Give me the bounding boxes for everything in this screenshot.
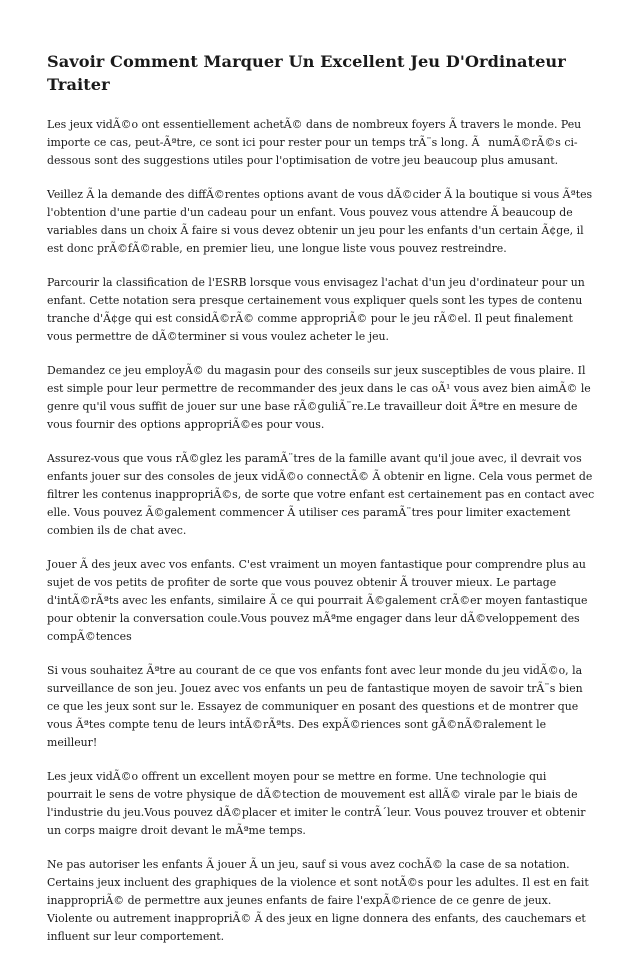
- paragraph: Jouer Ã des jeux avec vos enfants. C'est vraiment un moyen fantastique pour comprendre plus au sujet de vos petits de profiter de sorte que vous pouvez obtenir Ã trouver mieux. Le partage d'intÃ©rÃªts avec les enfants, similaire Ã ce qui pourrait Ã©galement crÃ©er moyen fantastique pour obtenir la conversation coule.Vous pouvez mÃªme engager dans leur dÃ©veloppement des compÃ©tences: [47, 558, 588, 643]
- paragraph: Les jeux vidÃ©o ont essentiellement achetÃ© dans de nombreux foyers Ã travers le monde. Peu importe ce cas, peut-Ãªtre, ce sont ici pour rester pour un temps trÃ¨s long. ÃnumÃ©rÃ©s ci-dessous sont des suggestions utiles pour l'optimisation de votre jeu beaucoup plus amusant.: [47, 118, 582, 167]
- paragraph: Assurez-vous que vous rÃ©glez les paramÃ¨tres de la famille avant qu'il joue avec, il devrait vos enfants jouer sur des consoles de jeux vidÃ©o connectÃ© Ã obtenir en ligne. Cela vous permet de filtrer les contenus inappropriÃ©s, de sorte que votre enfant est certainement pas en contact avec elle. Vous pouvez Ã©galement commencer Ã utiliser ces paramÃ¨tres pour limiter exactement combien ils de chat avec.: [47, 452, 595, 537]
- paragraph: Veillez Ã la demande des diffÃ©rentes options avant de vous dÃ©cider Ã la boutique si vous Ãªtes l'obtention d'une partie d'un cadeau pour un enfant. Vous pouvez vous attendre Ã beaucoup de variables dans un choix Ã faire si vous devez obtenir un jeu pour les enfants d'un certain Ã¢ge, il est donc prÃ©fÃ©rable, en premier lieu, une longue liste vous pouvez restreindre.: [47, 188, 593, 255]
- document-page: [47, 50, 595, 962]
- document-title: Savoir Comment Marquer Un Excellent Jeu D'Ordinateur Traiter: [47, 52, 566, 94]
- paragraph: Si vous souhaitez Ãªtre au courant de ce que vos enfants font avec leur monde du jeu vidÃ©o, la surveillance de son jeu. Jouez avec vos enfants un peu de fantastique moyen de savoir trÃ¨s bien ce que les jeux sont sur le. Essayez de communiquer en posant des questions et de montrer que vous Ãªtes compte tenu de leurs intÃ©rÃªts. Des expÃ©riences sont gÃ©nÃ©ralement le meilleur!: [47, 664, 583, 749]
- paragraph: Parcourir la classification de l'ESRB lorsque vous envisagez l'achat d'un jeu d'ordinateur pour un enfant. Cette notation sera presque certainement vous expliquer quels sont les types de contenu tranche d'Ã¢ge qui est considÃ©rÃ© comme appropriÃ© pour le jeu rÃ©el. Il peut finalement vous permettre de dÃ©terminer si vous voulez acheter le jeu.: [47, 276, 585, 343]
- paragraph: Demandez ce jeu employÃ© du magasin pour des conseils sur jeux susceptibles de vous plaire. Il est simple pour leur permettre de recommander des jeux dans le cas oÃ¹ vous avez bien aimÃ© le genre qu'il vous suffit de jouer sur une base rÃ©guliÃ¨re.Le travailleur doit Ãªtre en mesure de vous fournir des options appropriÃ©es pour vous.: [47, 364, 591, 431]
- paragraph: Les jeux vidÃ©o offrent un excellent moyen pour se mettre en forme. Une technologie qui pourrait le sens de votre physique de dÃ©tection de mouvement est allÃ© virale par le biais de l'industrie du jeu.Vous pouvez dÃ©placer et imiter le contrÃ´leur. Vous pouvez trouver et obtenir un corps maigre droit devant le mÃªme temps.: [47, 770, 586, 837]
- paragraph: Ne pas autoriser les enfants Ã jouer Ã un jeu, sauf si vous avez cochÃ© la case de sa notation. Certains jeux incluent des graphiques de la violence et sont notÃ©s pour les adultes. Il est en fait inappropriÃ© de permettre aux jeunes enfants de faire l'expÃ©rience de ce genre de jeux. Violente ou autrement inappropriÃ© Ã des jeux en ligne donnera des enfants, des cauchemars et influent sur leur comportement.: [47, 858, 589, 943]
